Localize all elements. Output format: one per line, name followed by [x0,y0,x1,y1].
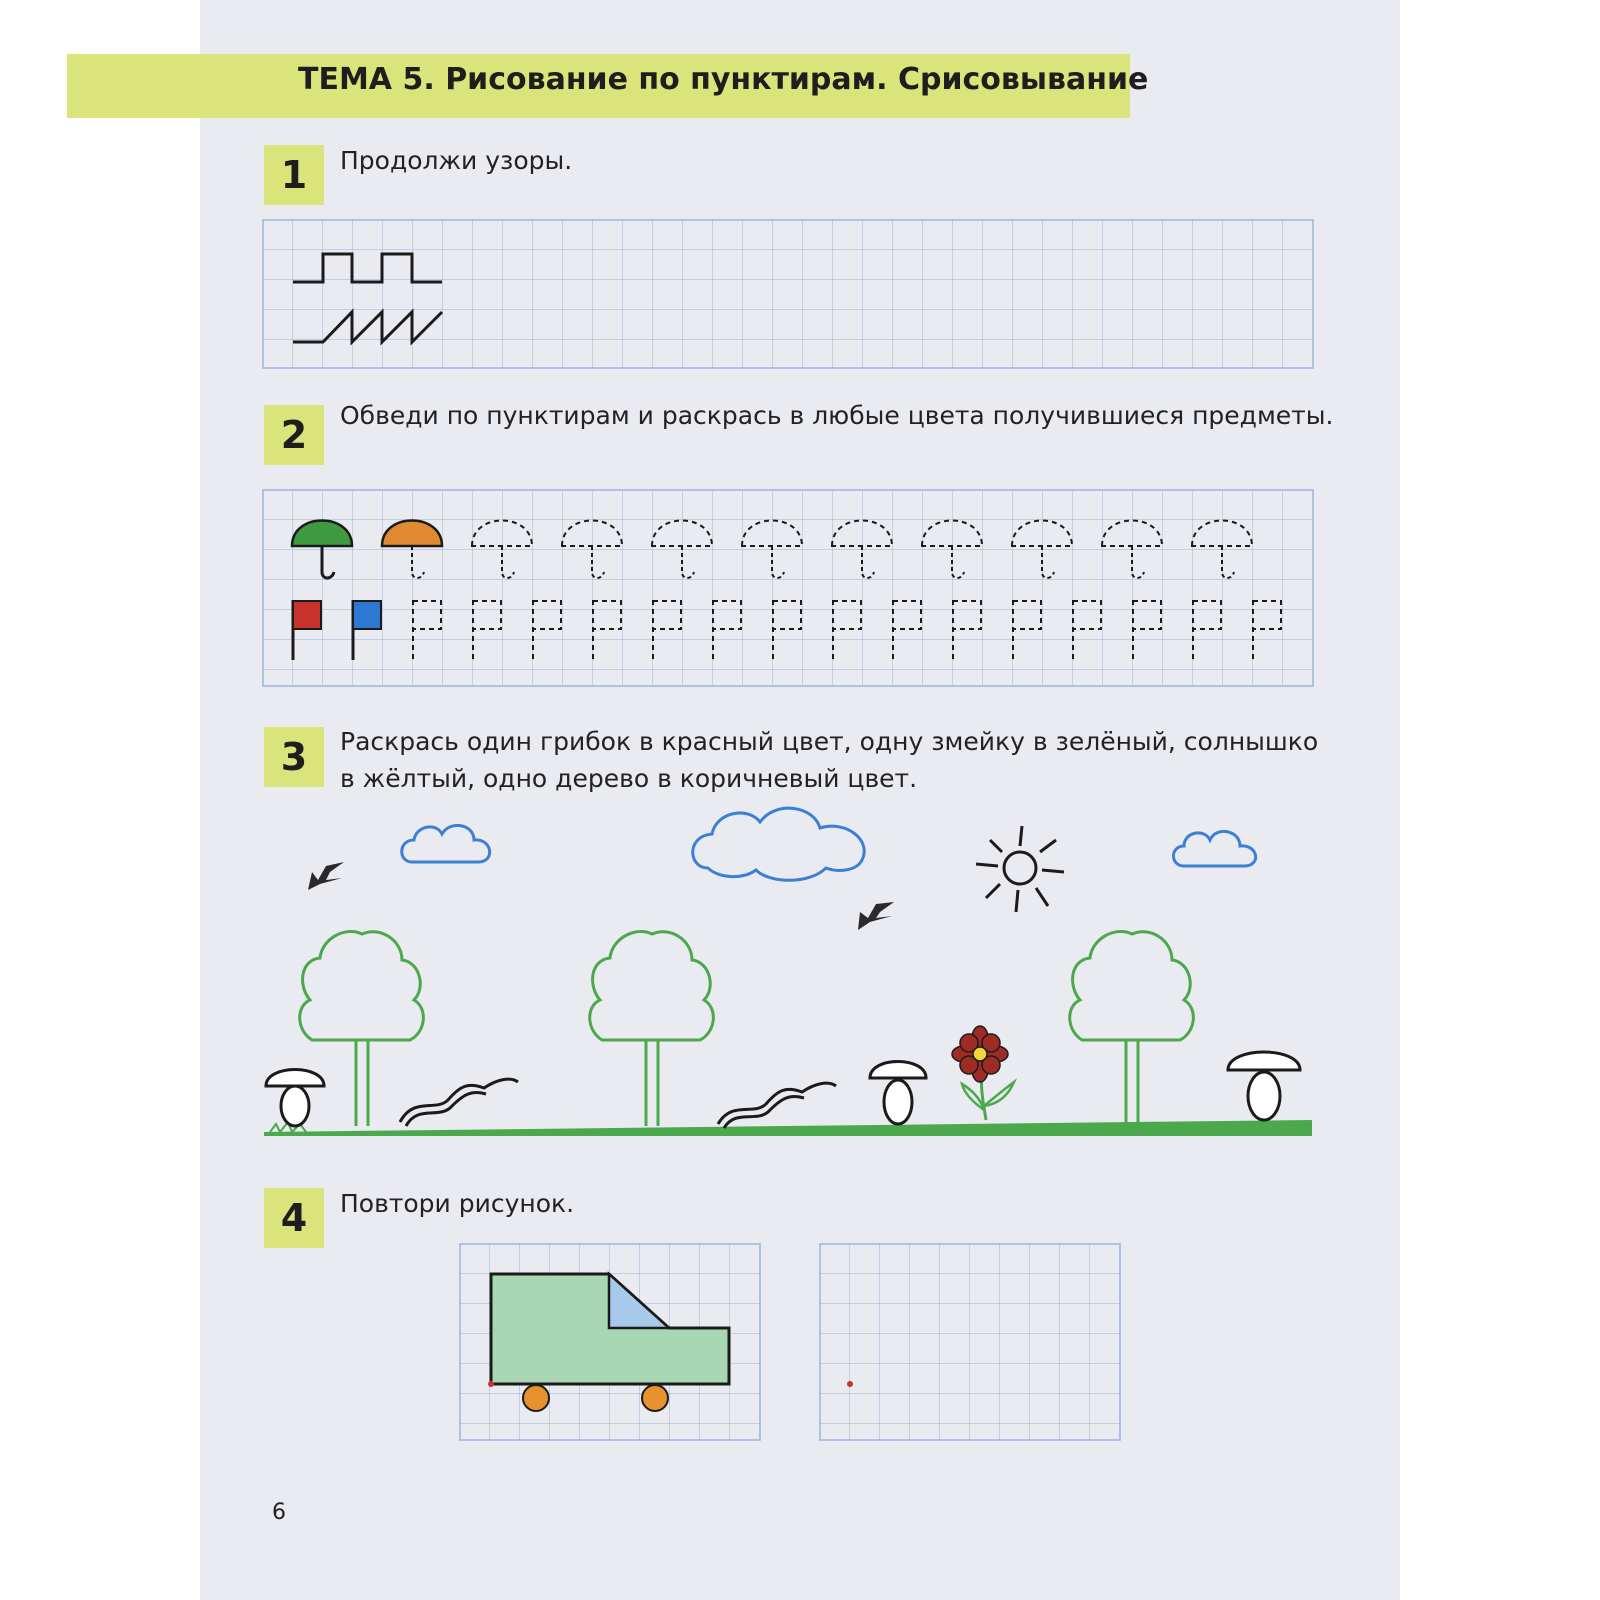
task-3-number: 3 [264,727,324,787]
page-title: ТЕМА 5. Рисование по пунктирам. Срисовывание [298,62,1149,97]
tree-icon [300,931,424,1126]
tree-icon [590,931,714,1126]
cloud-icon [1174,831,1256,866]
task-3-text-line1: Раскрась один грибок в красный цвет, одну змейку в зелёный, солнышко [340,727,1319,756]
task-1-number: 1 [264,145,324,205]
mushroom-icon [266,1070,324,1127]
flower-icon [952,1026,1014,1120]
task-4-text: Повтори рисунок. [340,1189,575,1218]
task-4-number: 4 [264,1188,324,1248]
task-1-grid[interactable] [263,220,1313,368]
snake-icon [718,1083,836,1128]
task-2-number: 2 [264,405,324,465]
snake-icon [400,1079,518,1126]
cloud-icon [693,808,864,880]
page-number: 6 [272,1500,286,1525]
bird-icon [308,862,344,890]
mushroom-icon [870,1062,926,1125]
task-2-text: Обведи по пунктирам и раскрась в любые цвета получившиеся предметы. [340,401,1334,430]
bird-icon [858,902,894,930]
task-3-text-line2: в жёлтый, одно дерево в коричневый цвет. [340,764,918,793]
task-4-drawing-grid[interactable] [820,1244,1120,1440]
start-dot [847,1381,853,1387]
task-2-grid[interactable] [263,490,1313,686]
tree-icon [1070,931,1194,1126]
cloud-icon [402,825,490,862]
mushroom-icon [1228,1052,1300,1120]
task-1-text: Продолжи узоры. [340,146,573,175]
sun-icon [976,826,1064,912]
grass-strip [264,1120,1312,1136]
